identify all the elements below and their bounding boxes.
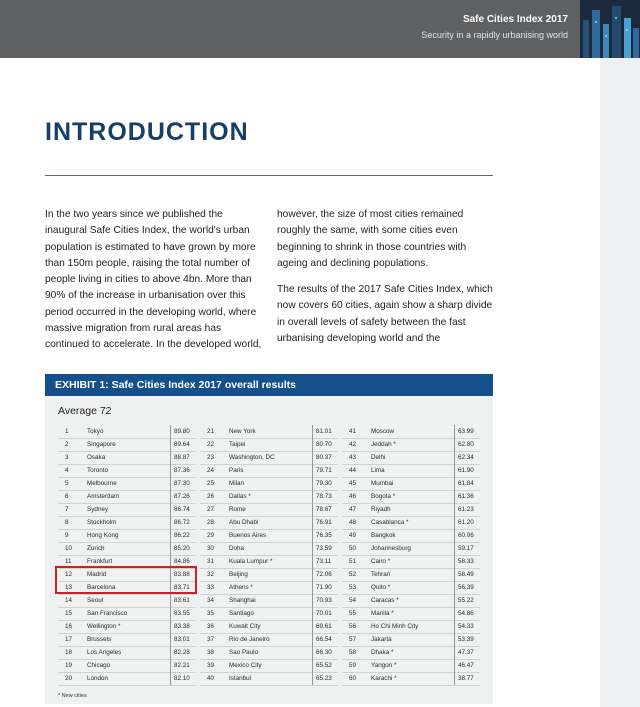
table-row [58, 672, 196, 686]
rank-cell: 54 [349, 597, 357, 604]
table-row [342, 581, 480, 595]
score-cell: 79.71 [312, 464, 342, 477]
table-row [200, 477, 338, 491]
rank-cell: 52 [349, 571, 357, 578]
rank-cell: 17 [65, 636, 73, 643]
city-cell: Seoul [87, 597, 104, 604]
city-cell: Mexico City [229, 662, 262, 669]
table-row [200, 516, 338, 530]
rank-cell: 57 [349, 636, 357, 643]
header-title: Safe Cities Index 2017 [462, 14, 568, 25]
cover-thumbnail [580, 0, 640, 58]
rank-cell: 25 [207, 480, 215, 487]
table-row [200, 659, 338, 673]
city-cell: Manila * [371, 610, 394, 617]
rank-cell: 60 [349, 675, 357, 682]
score-cell: 71.90 [312, 581, 342, 594]
table-row [58, 646, 196, 660]
table-row [342, 620, 480, 634]
table-row [200, 425, 338, 439]
score-cell: 83.38 [170, 620, 200, 633]
table-row [200, 607, 338, 621]
highlight-box [55, 566, 197, 594]
score-cell: 70.93 [312, 594, 342, 607]
table-row [200, 464, 338, 478]
score-cell: 46.47 [454, 659, 484, 672]
city-cell: Santiago [229, 610, 254, 617]
rank-cell: 28 [207, 519, 215, 526]
rank-cell: 5 [65, 480, 69, 487]
table-row [200, 542, 338, 556]
score-cell: 87.30 [170, 477, 200, 490]
table-row [342, 477, 480, 491]
footnote: * New cities [58, 693, 87, 699]
city-cell: Kuala Lumpur * [229, 558, 273, 565]
table-row [342, 490, 480, 504]
exhibit-title: EXHIBIT 1: Safe Cities Index 2017 overall results [45, 374, 493, 396]
city-cell: Sao Paulo [229, 649, 259, 656]
paragraph: In the two years since we published the inaugural Safe Cities Index, the world's urban population is estimated to have grown by more than 150m people, raising the total number of people living in cities to above 4bn. More than 90% of the increase in urbanisation over this period occurred in the developing world, where massive migration from rural areas has continued to accelerate. In the developed world, [45, 209, 262, 351]
city-cell: Riyadh [371, 506, 391, 513]
score-cell: 61.90 [454, 464, 484, 477]
city-cell: Kuwait City [229, 623, 261, 630]
rank-cell: 31 [207, 558, 215, 565]
table-row [58, 477, 196, 491]
city-cell: Wellington * [87, 623, 121, 630]
city-cell: Delhi [371, 454, 386, 461]
city-cell: Tokyo [87, 428, 104, 435]
rank-cell: 1 [65, 428, 69, 435]
city-cell: Bangkok [371, 532, 396, 539]
table-row [200, 490, 338, 504]
rank-cell: 45 [349, 480, 357, 487]
score-cell: 83.71 [170, 581, 200, 594]
rank-cell: 59 [349, 662, 357, 669]
city-cell: Frankfurt [87, 558, 113, 565]
rank-cell: 21 [207, 428, 215, 435]
rank-cell: 4 [65, 467, 69, 474]
score-cell: 87.36 [170, 464, 200, 477]
city-cell: Bogota * [371, 493, 396, 500]
city-cell: Karachi * [371, 675, 397, 682]
rank-cell: 36 [207, 623, 215, 630]
rank-cell: 48 [349, 519, 357, 526]
city-cell: Jeddah * [371, 441, 396, 448]
score-cell: 78.67 [312, 503, 342, 516]
table-row [342, 594, 480, 608]
score-cell: 61.84 [454, 477, 484, 490]
table-row [342, 438, 480, 452]
score-cell: 63.99 [454, 425, 484, 438]
city-cell: Buenos Aires [229, 532, 267, 539]
page-margin [600, 0, 640, 707]
city-cell: Yangon * [371, 662, 397, 669]
city-cell: Dallas * [229, 493, 251, 500]
score-cell: 80.70 [312, 438, 342, 451]
city-cell: Beijing [229, 571, 248, 578]
table-row [200, 620, 338, 634]
rank-cell: 19 [65, 662, 73, 669]
rank-cell: 12 [65, 571, 73, 578]
score-cell: 79.30 [312, 477, 342, 490]
rank-cell: 56 [349, 623, 357, 630]
table-row [342, 555, 480, 569]
score-cell: 86.22 [170, 529, 200, 542]
score-cell: 73.59 [312, 542, 342, 555]
score-cell: 56.39 [454, 581, 484, 594]
score-cell: 61.20 [454, 516, 484, 529]
rank-cell: 29 [207, 532, 215, 539]
score-cell: 86.74 [170, 503, 200, 516]
rank-cell: 16 [65, 623, 73, 630]
table-row [58, 464, 196, 478]
rank-cell: 10 [65, 545, 73, 552]
score-cell: 76.91 [312, 516, 342, 529]
table-row [58, 594, 196, 608]
rank-cell: 30 [207, 545, 215, 552]
rank-cell: 20 [65, 675, 73, 682]
rank-cell: 8 [65, 519, 69, 526]
rank-cell: 39 [207, 662, 215, 669]
score-cell: 73.11 [312, 555, 342, 568]
city-cell: Zurich [87, 545, 105, 552]
rank-cell: 22 [207, 441, 215, 448]
score-cell: 66.30 [312, 646, 342, 659]
score-cell: 62.80 [454, 438, 484, 451]
page-header [0, 0, 640, 58]
table-row [58, 438, 196, 452]
score-cell: 38.77 [454, 672, 484, 685]
score-cell: 65.23 [312, 672, 342, 685]
rank-cell: 55 [349, 610, 357, 617]
city-cell: Osaka [87, 454, 106, 461]
city-cell: Dhaka * [371, 649, 394, 656]
rank-cell: 41 [349, 428, 357, 435]
rank-cell: 35 [207, 610, 215, 617]
rank-cell: 46 [349, 493, 357, 500]
score-cell: 54.86 [454, 607, 484, 620]
city-cell: Washington, DC [229, 454, 275, 461]
table-row [58, 542, 196, 556]
city-cell: Hong Kong [87, 532, 119, 539]
title-divider [45, 175, 493, 176]
score-cell: 81.01 [312, 425, 342, 438]
rank-cell: 42 [349, 441, 357, 448]
score-cell: 54.33 [454, 620, 484, 633]
score-cell: 82.21 [170, 659, 200, 672]
table-row [200, 581, 338, 595]
table-row [58, 607, 196, 621]
score-cell: 55.22 [454, 594, 484, 607]
city-cell: Milan [229, 480, 245, 487]
rank-cell: 37 [207, 636, 215, 643]
table-row [200, 503, 338, 517]
city-cell: London [87, 675, 109, 682]
rank-cell: 15 [65, 610, 73, 617]
score-cell: 66.54 [312, 633, 342, 646]
city-cell: Quito * [371, 584, 391, 591]
table-row [58, 620, 196, 634]
city-cell: New York [229, 428, 256, 435]
exhibit-table [45, 374, 493, 704]
score-cell: 82.10 [170, 672, 200, 685]
table-row [342, 607, 480, 621]
average-label: Average 72 [58, 405, 112, 417]
table-row [342, 646, 480, 660]
table-row [342, 451, 480, 465]
score-cell: 58.49 [454, 568, 484, 581]
table-row [58, 529, 196, 543]
score-cell: 83.88 [170, 568, 200, 581]
score-cell: 89.64 [170, 438, 200, 451]
rank-cell: 33 [207, 584, 215, 591]
city-cell: Amsterdam [87, 493, 120, 500]
table-row [58, 633, 196, 647]
table-row [58, 451, 196, 465]
rank-cell: 24 [207, 467, 215, 474]
rank-cell: 32 [207, 571, 215, 578]
rank-cell: 58 [349, 649, 357, 656]
city-cell: Mumbai [371, 480, 394, 487]
table-row [200, 568, 338, 582]
city-cell: Stockholm [87, 519, 117, 526]
table-row [200, 672, 338, 686]
score-cell: 83.55 [170, 607, 200, 620]
rank-cell: 13 [65, 584, 73, 591]
score-cell: 59.17 [454, 542, 484, 555]
rank-cell: 6 [65, 493, 69, 500]
city-cell: Doha [229, 545, 245, 552]
city-cell: Toronto [87, 467, 109, 474]
table-row [200, 633, 338, 647]
city-cell: Athens * [229, 584, 253, 591]
city-cell: Lima [371, 467, 385, 474]
city-cell: Melbourne [87, 480, 117, 487]
rank-cell: 50 [349, 545, 357, 552]
table-row [200, 594, 338, 608]
rank-cell: 27 [207, 506, 215, 513]
score-cell: 82.28 [170, 646, 200, 659]
rank-cell: 3 [65, 454, 69, 461]
table-row [342, 659, 480, 673]
score-cell: 58.33 [454, 555, 484, 568]
rank-cell: 34 [207, 597, 215, 604]
score-cell: 84.86 [170, 555, 200, 568]
table-row [342, 425, 480, 439]
paragraph: The results of the 2017 Safe Cities Index, which now covers 60 cities, again show a sharp divide in overall levels of safety between the fast urbanising developing world and the [277, 284, 493, 345]
body-column-right [277, 207, 499, 357]
city-cell: Casablanca * [371, 519, 409, 526]
section-title: INTRODUCTION [45, 118, 249, 146]
rank-cell: 51 [349, 558, 357, 565]
table-row [58, 503, 196, 517]
table-row [342, 503, 480, 517]
table-row [342, 633, 480, 647]
rank-cell: 38 [207, 649, 215, 656]
rank-cell: 14 [65, 597, 73, 604]
rank-cell: 11 [65, 558, 72, 565]
city-cell: Abu Dhabi [229, 519, 259, 526]
score-cell: 76.35 [312, 529, 342, 542]
city-cell: Paris [229, 467, 244, 474]
city-cell: Caracas * [371, 597, 399, 604]
table-row [200, 438, 338, 452]
rank-cell: 47 [349, 506, 357, 513]
city-cell: Singapore [87, 441, 116, 448]
city-cell: Rio de Janeiro [229, 636, 270, 643]
table-row [200, 646, 338, 660]
score-cell: 53.39 [454, 633, 484, 646]
table-row [342, 516, 480, 530]
score-cell: 87.26 [170, 490, 200, 503]
score-cell: 86.72 [170, 516, 200, 529]
score-cell: 72.06 [312, 568, 342, 581]
score-cell: 83.61 [170, 594, 200, 607]
table-row [342, 568, 480, 582]
table-row [200, 451, 338, 465]
city-cell: Tehran [371, 571, 391, 578]
score-cell: 65.52 [312, 659, 342, 672]
score-cell: 80.37 [312, 451, 342, 464]
table-row [58, 516, 196, 530]
score-cell: 85.20 [170, 542, 200, 555]
rank-cell: 49 [349, 532, 357, 539]
city-cell: Los Angeles [87, 649, 122, 656]
score-cell: 61.23 [454, 503, 484, 516]
table-row [58, 490, 196, 504]
city-cell: Rome [229, 506, 246, 513]
city-cell: Brussels [87, 636, 112, 643]
table-row [58, 425, 196, 439]
score-cell: 89.80 [170, 425, 200, 438]
body-column-left [45, 207, 263, 364]
city-cell: Chicago [87, 662, 111, 669]
city-cell: Shanghai [229, 597, 256, 604]
table-row [200, 529, 338, 543]
rank-cell: 9 [65, 532, 69, 539]
rank-cell: 53 [349, 584, 357, 591]
rank-cell: 43 [349, 454, 357, 461]
city-cell: Istanbul [229, 675, 252, 682]
rank-cell: 7 [65, 506, 69, 513]
city-cell: Moscow [371, 428, 395, 435]
city-cell: Taipei [229, 441, 246, 448]
rank-cell: 44 [349, 467, 357, 474]
score-cell: 69.61 [312, 620, 342, 633]
city-cell: Ho Chi Minh City [371, 623, 419, 630]
rank-cell: 26 [207, 493, 215, 500]
paragraph: however, the size of most cities remained roughly the same, with some cities even beginning to shrink in those countries with ageing and declining populations. [277, 209, 467, 269]
city-cell: Cairo * [371, 558, 391, 565]
score-cell: 47.37 [454, 646, 484, 659]
score-cell: 70.01 [312, 607, 342, 620]
city-cell: Barcelona [87, 584, 116, 591]
city-cell: Sydney [87, 506, 109, 513]
table-row [342, 542, 480, 556]
score-cell: 62.34 [454, 451, 484, 464]
score-cell: 78.73 [312, 490, 342, 503]
score-cell: 60.06 [454, 529, 484, 542]
table-row [200, 555, 338, 569]
score-cell: 88.87 [170, 451, 200, 464]
table-row [58, 659, 196, 673]
rank-cell: 2 [65, 441, 69, 448]
city-cell: Johannesburg [371, 545, 411, 552]
rank-cell: 23 [207, 454, 215, 461]
table-row [342, 672, 480, 686]
city-cell: San Francisco [87, 610, 128, 617]
table-row [342, 529, 480, 543]
table-row [342, 464, 480, 478]
header-subtitle: Security in a rapidly urbanising world [421, 30, 568, 40]
score-cell: 61.36 [454, 490, 484, 503]
rank-cell: 40 [207, 675, 215, 682]
rank-cell: 18 [65, 649, 73, 656]
city-cell: Madrid [87, 571, 107, 578]
city-cell: Jakarta [371, 636, 392, 643]
score-cell: 83.01 [170, 633, 200, 646]
